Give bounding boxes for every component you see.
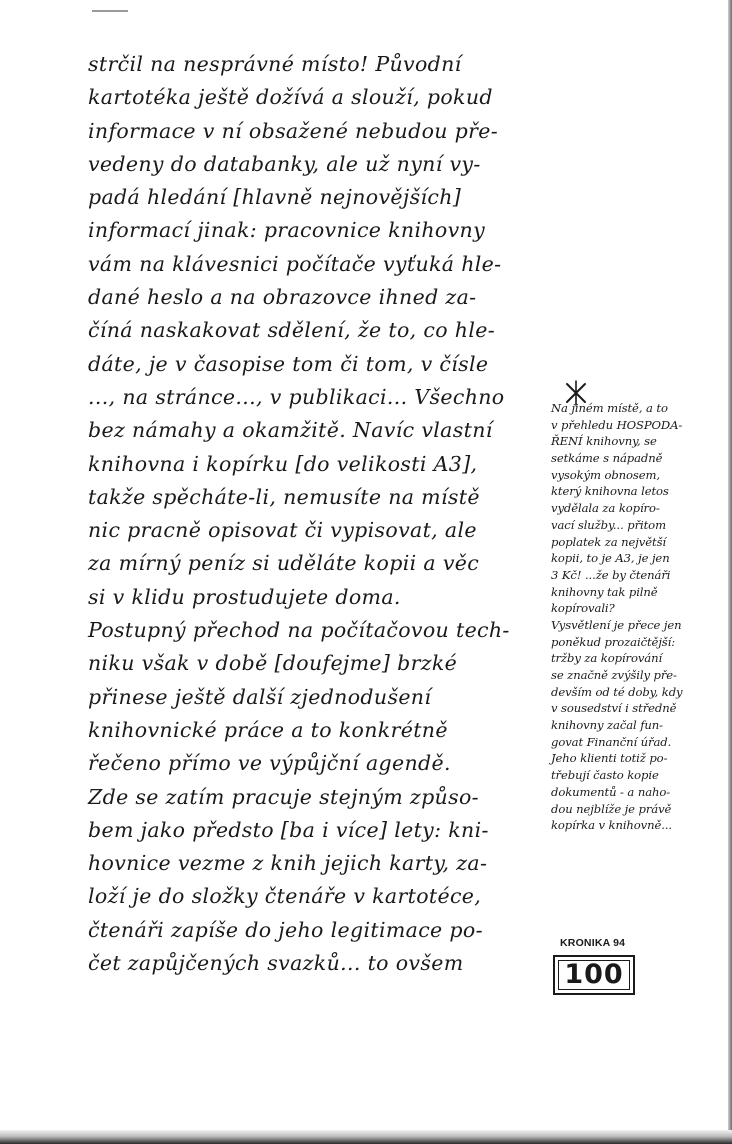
text-line: vám na klávesnici počítače vyťuká hle- <box>88 251 502 276</box>
text-line: dáte, je v časopise tom či tom, v čísle <box>88 351 489 376</box>
text-line: bem jako předsto [ba i více] lety: kni- <box>88 817 489 842</box>
top-rule <box>92 10 128 12</box>
text-line: čtenáři zapíše do jeho legitimace po- <box>88 917 483 942</box>
note-line: 3 Kč! ...že by čtenáři <box>551 567 671 582</box>
text-line: přinese ještě další zjednodušení <box>88 684 432 709</box>
margin-note <box>551 400 732 834</box>
text-line: vedeny do databanky, ale už nyní vy- <box>88 151 481 176</box>
note-line: devším od té doby, kdy <box>551 684 683 699</box>
text-line: si v klidu prostudujete doma. <box>88 584 401 609</box>
main-handwritten-text <box>88 48 550 980</box>
text-line: takže spěcháte-li, nemusíte na místě <box>88 484 480 509</box>
text-line: informací jinak: pracovnice knihovny <box>88 218 486 243</box>
note-line: Na jiném místě, a to <box>551 401 668 415</box>
note-line: Jeho klienti totiž po- <box>551 751 668 766</box>
text-line: loží je do složky čtenáře v kartotéce, <box>88 884 482 909</box>
text-line: niku však v době [doufejme] brzké <box>88 651 458 676</box>
text-line: Zde se zatím pracuje stejným způso- <box>88 784 479 809</box>
chronicle-label: KRONIKA 94 <box>560 937 626 949</box>
note-line: třebují často kopie <box>551 768 659 783</box>
note-line: setkáme s nápadně <box>551 451 663 466</box>
note-line: který knihovna letos <box>551 484 669 499</box>
note-line: poplatek za největší <box>551 534 667 549</box>
text-line: čet zapůjčených svazků... to ovšem <box>88 951 464 976</box>
note-line: knihovny začal fun- <box>551 718 663 733</box>
text-line: nic pracně opisovat či vypisovat, ale <box>88 518 477 543</box>
text-line: kartotéka ještě dožívá a slouží, pokud <box>88 85 493 110</box>
note-line: poněkud prozaičtější: <box>551 634 676 649</box>
note-line: vysokým obnosem, <box>551 467 661 482</box>
text-line: řečeno přímo ve výpůjční agendě. <box>88 751 451 776</box>
text-line: za mírný peníz si uděláte kopii a věc <box>88 551 480 576</box>
note-line: Vysvětlení je přece jen <box>551 617 682 632</box>
text-line: Postupný přechod na počítačovou tech- <box>88 618 510 643</box>
text-line: informace v ní obsažené nebudou pře- <box>88 118 499 143</box>
text-line: ..., na stránce..., v publikaci... Všechno <box>88 384 505 409</box>
note-line: vací služby... přitom <box>551 517 666 532</box>
note-line: v přehledu HOSPODA- <box>551 417 683 432</box>
text-line: strčil na nesprávné místo! Původní <box>88 52 462 76</box>
note-line: v sousedství i středně <box>551 701 677 716</box>
note-line: knihovny tak pilně <box>551 584 658 599</box>
note-line: dokumentů - a naho- <box>551 784 671 799</box>
text-line: bez námahy a okamžitě. Navíc vlastní <box>88 418 493 443</box>
note-line: kopírovali? <box>551 601 615 616</box>
text-line: dané heslo a na obrazovce ihned za- <box>88 285 477 310</box>
text-line: knihovna i kopírku [do velikosti A3], <box>88 451 478 476</box>
note-line: govat Finanční úřad. <box>551 734 672 749</box>
note-line: kopírka v knihovně... <box>551 818 673 833</box>
note-line: kopii, to je A3, je jen <box>551 551 670 566</box>
page-number <box>553 955 635 995</box>
text-line: knihovnické práce a to konkrétně <box>88 717 448 742</box>
note-line: dou nejblíže je právě <box>551 801 672 816</box>
scan-bottom-edge <box>0 1130 732 1144</box>
note-line: se značně zvýšily pře- <box>551 668 677 682</box>
text-line: číná naskakovat sdělení, že to, co hle- <box>88 318 496 343</box>
text-line: padá hledání [hlavně nejnovějších] <box>88 185 462 210</box>
page-number-value: 100 <box>564 959 624 990</box>
note-line: tržby za kopírování <box>551 651 663 666</box>
note-line: ŘENÍ knihovny, se <box>551 434 657 449</box>
note-line: vydělala za kopíro- <box>551 501 660 516</box>
text-line: hovnice vezme z knih jejich karty, za- <box>88 851 488 876</box>
